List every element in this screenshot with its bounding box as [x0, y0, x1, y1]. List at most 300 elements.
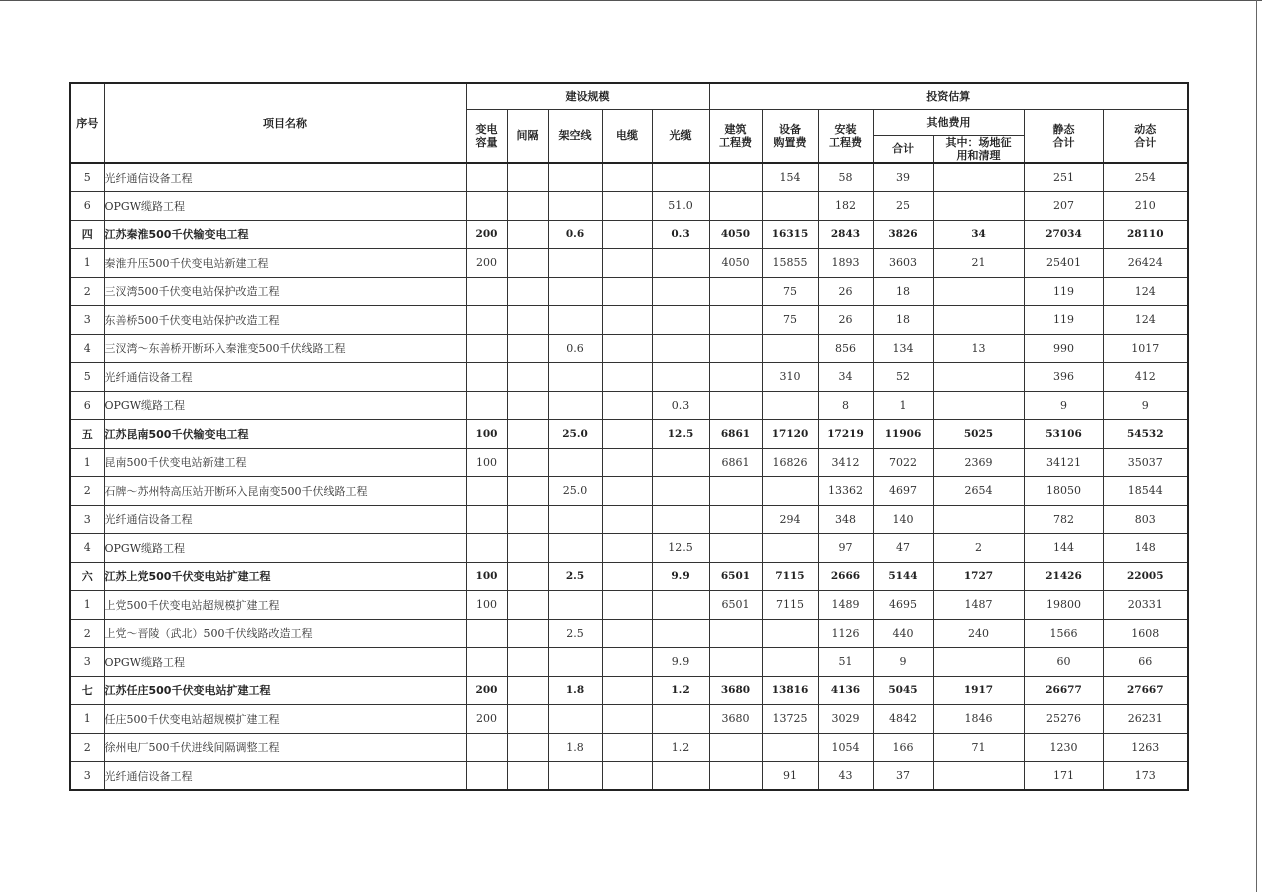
cell-static-total: 171 — [1024, 762, 1103, 791]
cell-cable — [602, 733, 652, 762]
cell-building-cost: 3680 — [709, 705, 762, 734]
cell-overhead-line — [548, 391, 602, 420]
cell-cable — [602, 363, 652, 392]
cell-capacity: 200 — [466, 249, 507, 278]
cell-seq: 1 — [70, 448, 104, 477]
cell-equipment-cost — [762, 619, 818, 648]
cell-bay — [507, 762, 548, 791]
cell-seq: 1 — [70, 249, 104, 278]
cell-installation-cost: 348 — [818, 505, 873, 534]
cell-other-total: 9 — [873, 648, 933, 677]
cell-overhead-line — [548, 363, 602, 392]
cell-project-name: OPGW缆路工程 — [104, 391, 466, 420]
table-row — [70, 306, 1188, 335]
header-dynamic-total: 动态 合计 — [1103, 109, 1188, 163]
cell-equipment-cost: 16826 — [762, 448, 818, 477]
cell-overhead-line — [548, 277, 602, 306]
cell-bay — [507, 249, 548, 278]
cell-project-name: 江苏任庄500千伏变电站扩建工程 — [104, 676, 466, 705]
cell-project-name: OPGW缆路工程 — [104, 648, 466, 677]
cell-equipment-cost: 154 — [762, 163, 818, 192]
cell-dynamic-total: 210 — [1103, 192, 1188, 221]
cell-installation-cost: 182 — [818, 192, 873, 221]
cell-capacity — [466, 505, 507, 534]
cell-capacity: 100 — [466, 448, 507, 477]
cell-building-cost: 6501 — [709, 562, 762, 591]
cell-building-cost — [709, 391, 762, 420]
cell-seq: 2 — [70, 619, 104, 648]
cell-bay — [507, 163, 548, 192]
cell-project-name: 上党～晋陵（武北）500千伏线路改造工程 — [104, 619, 466, 648]
cell-optical-cable: 12.5 — [652, 420, 709, 449]
cell-land-cost — [933, 648, 1024, 677]
cell-optical-cable — [652, 334, 709, 363]
cell-static-total: 18050 — [1024, 477, 1103, 506]
cell-overhead-line — [548, 505, 602, 534]
cell-capacity — [466, 648, 507, 677]
cell-bay — [507, 363, 548, 392]
cell-building-cost: 6501 — [709, 591, 762, 620]
cell-other-total: 18 — [873, 306, 933, 335]
cell-optical-cable: 9.9 — [652, 562, 709, 591]
cell-bay — [507, 534, 548, 563]
cell-other-total: 37 — [873, 762, 933, 791]
cell-bay — [507, 448, 548, 477]
cell-cable — [602, 334, 652, 363]
cell-bay — [507, 562, 548, 591]
cell-bay — [507, 306, 548, 335]
cell-seq: 七 — [70, 676, 104, 705]
cell-static-total: 27034 — [1024, 220, 1103, 249]
table-header — [70, 83, 1188, 163]
cell-dynamic-total: 1263 — [1103, 733, 1188, 762]
table-row — [70, 705, 1188, 734]
cell-land-cost: 2 — [933, 534, 1024, 563]
cell-other-total: 25 — [873, 192, 933, 221]
header-optical-cable: 光缆 — [652, 109, 709, 163]
cell-building-cost — [709, 477, 762, 506]
cell-project-name: 秦淮升压500千伏变电站新建工程 — [104, 249, 466, 278]
cell-installation-cost: 26 — [818, 277, 873, 306]
cell-dynamic-total: 803 — [1103, 505, 1188, 534]
cell-capacity — [466, 391, 507, 420]
cell-overhead-line: 2.5 — [548, 619, 602, 648]
cell-project-name: 光纤通信设备工程 — [104, 762, 466, 791]
cell-installation-cost: 43 — [818, 762, 873, 791]
cell-bay — [507, 705, 548, 734]
cell-equipment-cost — [762, 534, 818, 563]
cell-land-cost: 2369 — [933, 448, 1024, 477]
table-row — [70, 505, 1188, 534]
cell-other-total: 166 — [873, 733, 933, 762]
cell-project-name: 上党500千伏变电站超规模扩建工程 — [104, 591, 466, 620]
cell-static-total: 53106 — [1024, 420, 1103, 449]
cell-static-total: 25401 — [1024, 249, 1103, 278]
cell-equipment-cost: 310 — [762, 363, 818, 392]
cell-cable — [602, 391, 652, 420]
cell-land-cost: 240 — [933, 619, 1024, 648]
cell-capacity — [466, 277, 507, 306]
cell-static-total: 251 — [1024, 163, 1103, 192]
cell-installation-cost: 17219 — [818, 420, 873, 449]
cell-seq: 3 — [70, 762, 104, 791]
cell-overhead-line — [548, 591, 602, 620]
header-other-costs: 其他费用 — [873, 109, 1024, 135]
cell-static-total: 207 — [1024, 192, 1103, 221]
section-row — [70, 420, 1188, 449]
cell-bay — [507, 220, 548, 249]
cell-overhead-line: 2.5 — [548, 562, 602, 591]
table-body — [70, 163, 1188, 790]
cell-bay — [507, 619, 548, 648]
cell-optical-cable: 0.3 — [652, 391, 709, 420]
header-investment-estimate: 投资估算 — [709, 83, 1188, 109]
cell-optical-cable — [652, 277, 709, 306]
cell-overhead-line: 0.6 — [548, 334, 602, 363]
cell-installation-cost: 856 — [818, 334, 873, 363]
cell-optical-cable: 51.0 — [652, 192, 709, 221]
investment-table — [69, 82, 1189, 791]
cell-other-total: 4695 — [873, 591, 933, 620]
table-row — [70, 363, 1188, 392]
cell-other-total: 134 — [873, 334, 933, 363]
cell-other-total: 5144 — [873, 562, 933, 591]
cell-project-name: 光纤通信设备工程 — [104, 363, 466, 392]
cell-building-cost — [709, 192, 762, 221]
page-top-edge — [0, 0, 1262, 1]
cell-seq: 四 — [70, 220, 104, 249]
cell-static-total: 34121 — [1024, 448, 1103, 477]
cell-capacity — [466, 192, 507, 221]
cell-dynamic-total: 1608 — [1103, 619, 1188, 648]
cell-dynamic-total: 148 — [1103, 534, 1188, 563]
cell-project-name: 东善桥500千伏变电站保护改造工程 — [104, 306, 466, 335]
cell-project-name: 徐州电厂500千伏进线间隔调整工程 — [104, 733, 466, 762]
cell-dynamic-total: 26424 — [1103, 249, 1188, 278]
cell-cable — [602, 619, 652, 648]
cell-static-total: 119 — [1024, 277, 1103, 306]
cell-cable — [602, 249, 652, 278]
cell-cable — [602, 562, 652, 591]
cell-building-cost — [709, 619, 762, 648]
cell-overhead-line — [548, 648, 602, 677]
cell-cable — [602, 277, 652, 306]
cell-cable — [602, 420, 652, 449]
cell-seq: 3 — [70, 505, 104, 534]
cell-optical-cable: 9.9 — [652, 648, 709, 677]
cell-cable — [602, 591, 652, 620]
cell-installation-cost: 13362 — [818, 477, 873, 506]
cell-building-cost — [709, 648, 762, 677]
cell-installation-cost: 1893 — [818, 249, 873, 278]
cell-seq: 4 — [70, 334, 104, 363]
header-building-cost: 建筑 工程费 — [709, 109, 762, 163]
cell-dynamic-total: 124 — [1103, 277, 1188, 306]
cell-capacity — [466, 477, 507, 506]
cell-dynamic-total: 412 — [1103, 363, 1188, 392]
cell-capacity — [466, 534, 507, 563]
cell-equipment-cost: 16315 — [762, 220, 818, 249]
header-cable: 电缆 — [602, 109, 652, 163]
header-equipment-cost: 设备 购置费 — [762, 109, 818, 163]
cell-equipment-cost — [762, 648, 818, 677]
cell-bay — [507, 477, 548, 506]
cell-capacity: 100 — [466, 420, 507, 449]
cell-dynamic-total: 1017 — [1103, 334, 1188, 363]
cell-other-total: 52 — [873, 363, 933, 392]
cell-cable — [602, 505, 652, 534]
cell-land-cost: 2654 — [933, 477, 1024, 506]
cell-other-total: 3603 — [873, 249, 933, 278]
cell-project-name: 任庄500千伏变电站超规模扩建工程 — [104, 705, 466, 734]
cell-capacity — [466, 163, 507, 192]
header-land-acquisition: 其中：场地征 用和清理 — [933, 135, 1024, 163]
cell-overhead-line: 25.0 — [548, 477, 602, 506]
cell-building-cost — [709, 363, 762, 392]
cell-bay — [507, 334, 548, 363]
cell-installation-cost: 8 — [818, 391, 873, 420]
cell-optical-cable: 1.2 — [652, 733, 709, 762]
cell-equipment-cost: 75 — [762, 306, 818, 335]
cell-equipment-cost: 7115 — [762, 591, 818, 620]
cell-building-cost — [709, 277, 762, 306]
cell-building-cost: 4050 — [709, 249, 762, 278]
cell-land-cost — [933, 391, 1024, 420]
table-row — [70, 534, 1188, 563]
table-row — [70, 591, 1188, 620]
cell-cable — [602, 220, 652, 249]
cell-installation-cost: 97 — [818, 534, 873, 563]
cell-dynamic-total: 66 — [1103, 648, 1188, 677]
cell-other-total: 7022 — [873, 448, 933, 477]
cell-optical-cable — [652, 306, 709, 335]
cell-overhead-line: 1.8 — [548, 676, 602, 705]
cell-capacity — [466, 334, 507, 363]
cell-cable — [602, 192, 652, 221]
cell-equipment-cost — [762, 477, 818, 506]
cell-other-total: 4842 — [873, 705, 933, 734]
cell-cable — [602, 762, 652, 791]
cell-installation-cost: 58 — [818, 163, 873, 192]
cell-bay — [507, 733, 548, 762]
cell-installation-cost: 51 — [818, 648, 873, 677]
cell-project-name: 三汊湾500千伏变电站保护改造工程 — [104, 277, 466, 306]
cell-static-total: 119 — [1024, 306, 1103, 335]
cell-seq: 5 — [70, 163, 104, 192]
cell-dynamic-total: 9 — [1103, 391, 1188, 420]
cell-installation-cost: 4136 — [818, 676, 873, 705]
cell-equipment-cost: 294 — [762, 505, 818, 534]
cell-installation-cost: 3029 — [818, 705, 873, 734]
cell-building-cost — [709, 762, 762, 791]
cell-equipment-cost: 17120 — [762, 420, 818, 449]
cell-land-cost: 13 — [933, 334, 1024, 363]
cell-optical-cable — [652, 163, 709, 192]
cell-project-name: 石牌～苏州特高压站开断环入昆南变500千伏线路工程 — [104, 477, 466, 506]
cell-dynamic-total: 254 — [1103, 163, 1188, 192]
cell-land-cost: 1487 — [933, 591, 1024, 620]
cell-other-total: 140 — [873, 505, 933, 534]
cell-capacity — [466, 762, 507, 791]
cell-land-cost: 34 — [933, 220, 1024, 249]
cell-bay — [507, 277, 548, 306]
cell-project-name: 三汊湾～东善桥开断环入秦淮变500千伏线路工程 — [104, 334, 466, 363]
table-row — [70, 391, 1188, 420]
cell-building-cost: 6861 — [709, 420, 762, 449]
cell-overhead-line — [548, 534, 602, 563]
cell-equipment-cost — [762, 733, 818, 762]
cell-dynamic-total: 54532 — [1103, 420, 1188, 449]
cell-overhead-line: 25.0 — [548, 420, 602, 449]
cell-capacity: 200 — [466, 676, 507, 705]
header-substation-capacity: 变电 容量 — [466, 109, 507, 163]
cell-project-name: 光纤通信设备工程 — [104, 163, 466, 192]
cell-building-cost — [709, 733, 762, 762]
cell-other-total: 47 — [873, 534, 933, 563]
cell-static-total: 60 — [1024, 648, 1103, 677]
cell-other-total: 18 — [873, 277, 933, 306]
cell-building-cost — [709, 505, 762, 534]
cell-capacity: 100 — [466, 562, 507, 591]
cell-land-cost: 5025 — [933, 420, 1024, 449]
cell-capacity — [466, 733, 507, 762]
cell-equipment-cost: 75 — [762, 277, 818, 306]
cell-equipment-cost — [762, 334, 818, 363]
cell-equipment-cost: 13816 — [762, 676, 818, 705]
cell-static-total: 21426 — [1024, 562, 1103, 591]
cell-project-name: OPGW缆路工程 — [104, 192, 466, 221]
cell-bay — [507, 591, 548, 620]
cell-project-name: 光纤通信设备工程 — [104, 505, 466, 534]
cell-seq: 1 — [70, 591, 104, 620]
cell-seq: 4 — [70, 534, 104, 563]
cell-seq: 2 — [70, 477, 104, 506]
cell-land-cost — [933, 306, 1024, 335]
header-bay: 间隔 — [507, 109, 548, 163]
cell-optical-cable: 12.5 — [652, 534, 709, 563]
cell-optical-cable — [652, 591, 709, 620]
cell-dynamic-total: 18544 — [1103, 477, 1188, 506]
cell-cable — [602, 448, 652, 477]
cell-equipment-cost: 7115 — [762, 562, 818, 591]
cell-static-total: 396 — [1024, 363, 1103, 392]
cell-static-total: 1230 — [1024, 733, 1103, 762]
section-row — [70, 676, 1188, 705]
cell-static-total: 990 — [1024, 334, 1103, 363]
cell-other-total: 4697 — [873, 477, 933, 506]
cell-dynamic-total: 173 — [1103, 762, 1188, 791]
cell-optical-cable: 1.2 — [652, 676, 709, 705]
cell-seq: 3 — [70, 648, 104, 677]
table-row — [70, 619, 1188, 648]
cell-capacity: 100 — [466, 591, 507, 620]
cell-other-total: 11906 — [873, 420, 933, 449]
cell-dynamic-total: 35037 — [1103, 448, 1188, 477]
cell-project-name: OPGW缆路工程 — [104, 534, 466, 563]
cell-seq: 3 — [70, 306, 104, 335]
cell-installation-cost: 1126 — [818, 619, 873, 648]
cell-equipment-cost — [762, 192, 818, 221]
cell-optical-cable — [652, 762, 709, 791]
cell-capacity: 200 — [466, 220, 507, 249]
table-row — [70, 277, 1188, 306]
cell-overhead-line — [548, 705, 602, 734]
cell-dynamic-total: 22005 — [1103, 562, 1188, 591]
cell-seq: 2 — [70, 277, 104, 306]
cell-land-cost: 71 — [933, 733, 1024, 762]
header-installation-cost: 安装 工程费 — [818, 109, 873, 163]
cell-other-total: 3826 — [873, 220, 933, 249]
cell-land-cost — [933, 277, 1024, 306]
cell-cable — [602, 648, 652, 677]
cell-static-total: 25276 — [1024, 705, 1103, 734]
cell-other-total: 440 — [873, 619, 933, 648]
section-row — [70, 220, 1188, 249]
cell-overhead-line — [548, 192, 602, 221]
cell-static-total: 19800 — [1024, 591, 1103, 620]
cell-optical-cable — [652, 477, 709, 506]
cell-building-cost — [709, 334, 762, 363]
cell-dynamic-total: 124 — [1103, 306, 1188, 335]
cell-cable — [602, 306, 652, 335]
cell-cable — [602, 705, 652, 734]
cell-project-name: 江苏昆南500千伏输变电工程 — [104, 420, 466, 449]
cell-building-cost — [709, 534, 762, 563]
cell-seq: 5 — [70, 363, 104, 392]
header-construction-scale: 建设规模 — [466, 83, 709, 109]
cell-optical-cable — [652, 448, 709, 477]
cell-other-total: 39 — [873, 163, 933, 192]
cell-bay — [507, 505, 548, 534]
cell-bay — [507, 391, 548, 420]
cell-building-cost — [709, 306, 762, 335]
cell-capacity — [466, 619, 507, 648]
cell-seq: 五 — [70, 420, 104, 449]
cell-project-name: 江苏秦淮500千伏输变电工程 — [104, 220, 466, 249]
cell-seq: 1 — [70, 705, 104, 734]
cell-equipment-cost — [762, 391, 818, 420]
header-other-subtotal: 合计 — [873, 135, 933, 163]
cell-bay — [507, 648, 548, 677]
cell-building-cost — [709, 163, 762, 192]
cell-overhead-line — [548, 163, 602, 192]
cell-static-total: 782 — [1024, 505, 1103, 534]
cell-land-cost — [933, 363, 1024, 392]
cell-capacity: 200 — [466, 705, 507, 734]
cell-optical-cable — [652, 705, 709, 734]
cell-project-name: 昆南500千伏变电站新建工程 — [104, 448, 466, 477]
cell-land-cost — [933, 192, 1024, 221]
table-row — [70, 334, 1188, 363]
cell-cable — [602, 477, 652, 506]
header-static-total: 静态 合计 — [1024, 109, 1103, 163]
cell-installation-cost: 26 — [818, 306, 873, 335]
cell-capacity — [466, 306, 507, 335]
cell-seq: 2 — [70, 733, 104, 762]
cell-cable — [602, 534, 652, 563]
cell-overhead-line — [548, 448, 602, 477]
cell-land-cost — [933, 762, 1024, 791]
cell-optical-cable: 0.3 — [652, 220, 709, 249]
cell-equipment-cost: 15855 — [762, 249, 818, 278]
cell-land-cost: 1917 — [933, 676, 1024, 705]
cell-bay — [507, 420, 548, 449]
cell-static-total: 26677 — [1024, 676, 1103, 705]
cell-dynamic-total: 26231 — [1103, 705, 1188, 734]
cell-static-total: 9 — [1024, 391, 1103, 420]
cell-dynamic-total: 27667 — [1103, 676, 1188, 705]
cell-equipment-cost: 91 — [762, 762, 818, 791]
